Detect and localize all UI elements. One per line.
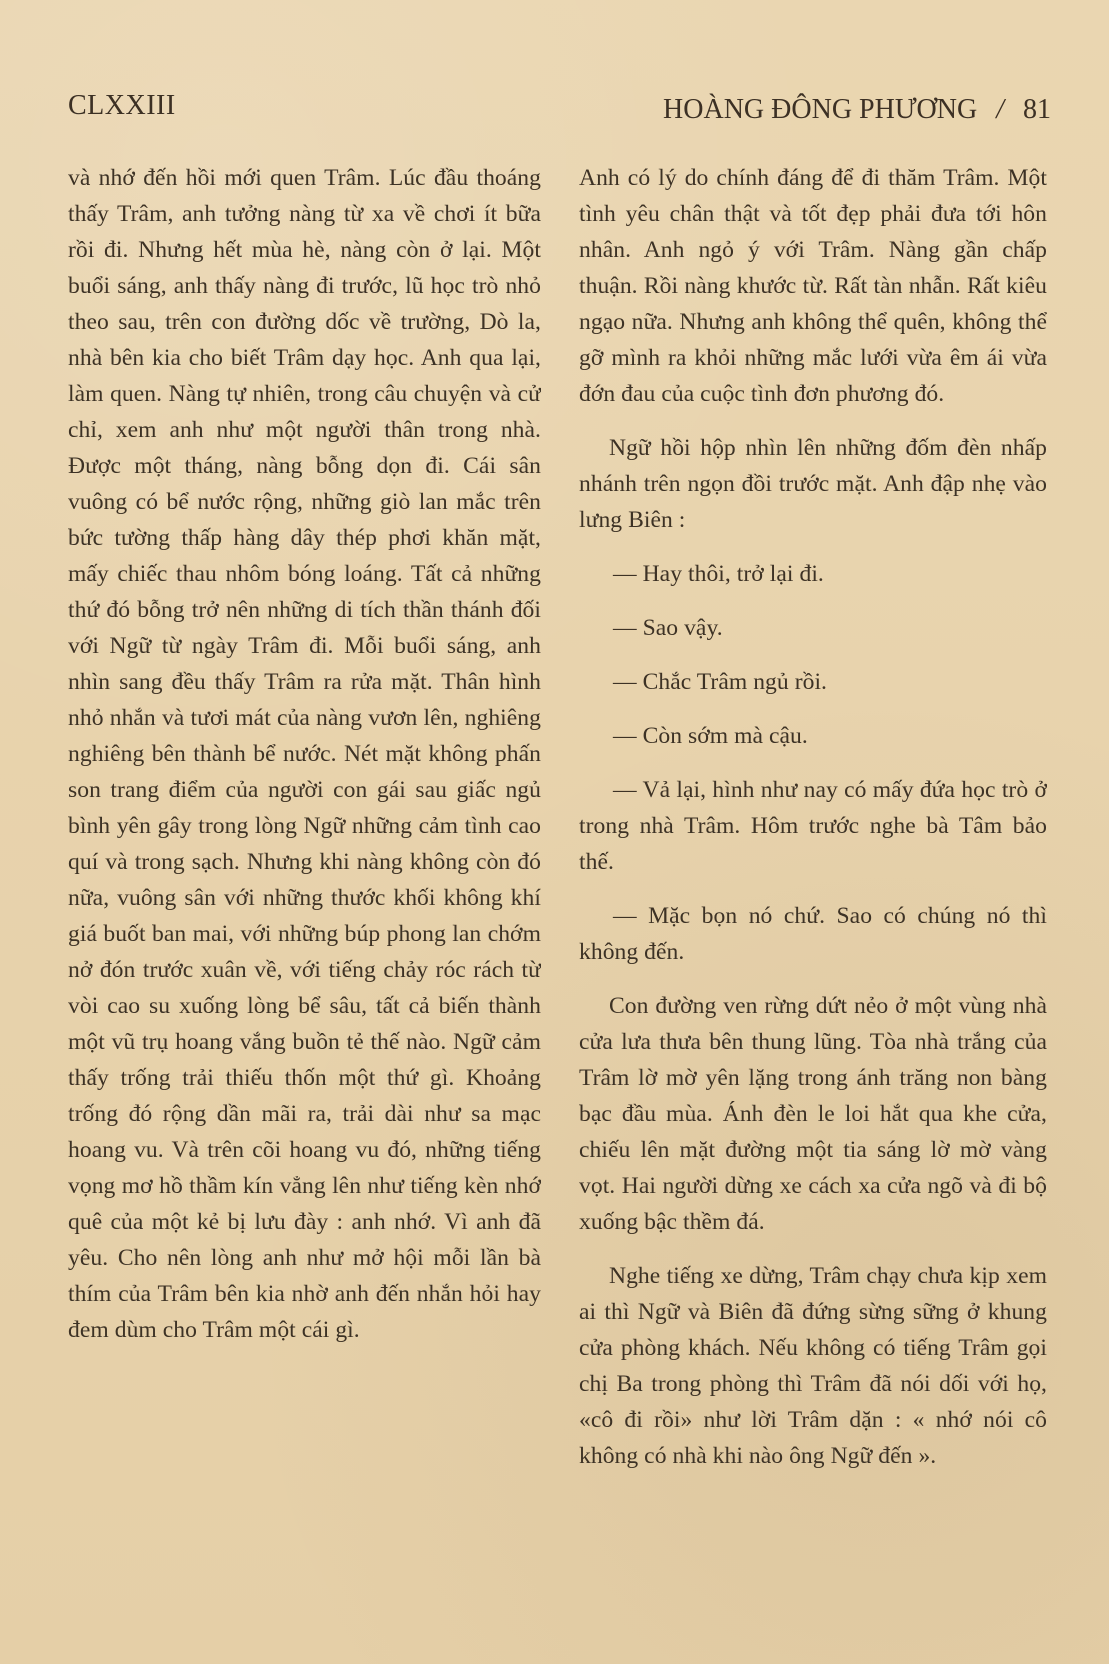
right-text-column <box>579 160 1047 1660</box>
chapter-number: CLXXIII <box>68 90 176 121</box>
left-paragraph: và nhớ đến hồi mới quen Trâm. Lúc đầu thoáng thấy Trâm, anh tưởng nàng từ xa về chơi ít bữa rồi đi. Nhưng hết mùa hè, nàng còn ở lại. Một buổi sáng, anh thấy nàng đi trước, lũ học trò nhỏ theo sau, trên con đường dốc về trường, Dò la, nhà bên kia cho biết Trâm dạy học. Anh qua lại, làm quen. Nàng tự nhiên, trong câu chuyện và cử chỉ, xem anh như một người thân trong nhà. Được một tháng, nàng bỗng dọn đi. Cái sân vuông có bể nước rộng, những giò lan mắc trên bức tường thấp hàng dây thép phơi khăn mặt, mấy chiếc thau nhôm bóng loáng. Tất cả những thứ đó bỗng trở nên những di tích thần thánh đối với Ngữ từ ngày Trâm đi. Mỗi buổi sáng, anh nhìn sang đều thấy Trâm ra rửa mặt. Thân hình nhỏ nhắn và tươi mát của nàng vươn lên, nghiêng nghiêng bên thành bể nước. Nét mặt không phấn son trang điểm của người con gái sau giấc ngủ bình yên gây trong lòng Ngữ những cảm tình cao quí và trong sạch. Nhưng khi nàng không còn đó nữa, vuông sân với những thước khối không khí giá buốt ban mai, với những búp phong lan chớm nở đón trước xuân về, với tiếng chảy róc rách từ vòi cao su xuống lòng bể sâu, tất cả biến thành một vũ trụ hoang vắng buồn tẻ thế nào. Ngữ cảm thấy trống trải thiếu thốn một thứ gì. Khoảng trống đó rộng dần mãi ra, trải dài như sa mạc hoang vu. Và trên cõi hoang vu đó, những tiếng vọng mơ hồ thầm kín vẳng lên như tiếng kèn nhớ quê của một kẻ bị lưu đày : anh nhớ. Vì anh đã yêu. Cho nên lòng anh như mở hội mỗi lần bà thím của Trâm bên kia nhờ anh đến nhắn hỏi hay đem dùm cho Trâm một cái gì. <box>68 165 541 1343</box>
right-paragraph-2: Ngữ hồi hộp nhìn lên những đốm đèn nhấp nhánh trên ngọn đồi trước mặt. Anh đập nhẹ vào lưng Biên : <box>579 435 1047 533</box>
right-paragraph-1: Anh có lý do chính đáng để đi thăm Trâm. Một tình yêu chân thật và tốt đẹp phải đưa tới hôn nhân. Anh ngỏ ý với Trâm. Nàng gần chấp thuận. Rồi nàng khước từ. Rất tàn nhẫn. Rất kiêu ngạo nữa. Nhưng anh không thể quên, không thể gỡ mình ra khỏi những mắc lưới vừa êm ái vừa đớn đau của cuộc tình đơn phương đó. <box>579 165 1047 407</box>
running-header <box>663 94 1051 126</box>
right-paragraph-4: Nghe tiếng xe dừng, Trâm chạy chưa kịp xem ai thì Ngữ và Biên đã đứng sừng sững ở khung cửa phòng khách. Nếu không có tiếng Trâm gọi chị Ba trong phòng thì Trâm đã nói dối với họ, «cô đi rồi» như lời Trâm dặn : « nhớ nói cô không có nhà khi nào ông Ngữ đến ». <box>579 1263 1047 1469</box>
dialogue-line-6: — Mặc bọn nó chứ. Sao có chúng nó thì không đến. <box>579 903 1047 965</box>
author-name: HOÀNG ĐÔNG PHƯƠNG <box>663 94 978 125</box>
header-separator: / <box>996 94 1004 125</box>
dialogue-line-4: — Còn sớm mà cậu. <box>613 723 808 749</box>
dialogue-line-3: — Chắc Trâm ngủ rồi. <box>613 669 827 695</box>
right-paragraph-3: Con đường ven rừng dứt nẻo ở một vùng nhà cửa lưa thưa bên thung lũng. Tòa nhà trắng của Trâm lờ mờ yên lặng trong ánh trăng non bàng bạc đầu mùa. Ánh đèn le loi hắt qua khe cửa, chiếu lên mặt đường một tia sáng lờ mờ vàng vọt. Hai người dừng xe cách xa cửa ngõ và đi bộ xuống bậc thềm đá. <box>579 993 1047 1235</box>
page-number: 81 <box>1023 94 1051 125</box>
dialogue-line-5: — Vả lại, hình như nay có mấy đứa học trò ở trong nhà Trâm. Hôm trước nghe bà Tâm bảo thế. <box>579 777 1047 875</box>
dialogue-line-2: — Sao vậy. <box>613 615 723 641</box>
dialogue-line-1: — Hay thôi, trở lại đi. <box>613 561 824 587</box>
left-text-column <box>68 160 541 1660</box>
